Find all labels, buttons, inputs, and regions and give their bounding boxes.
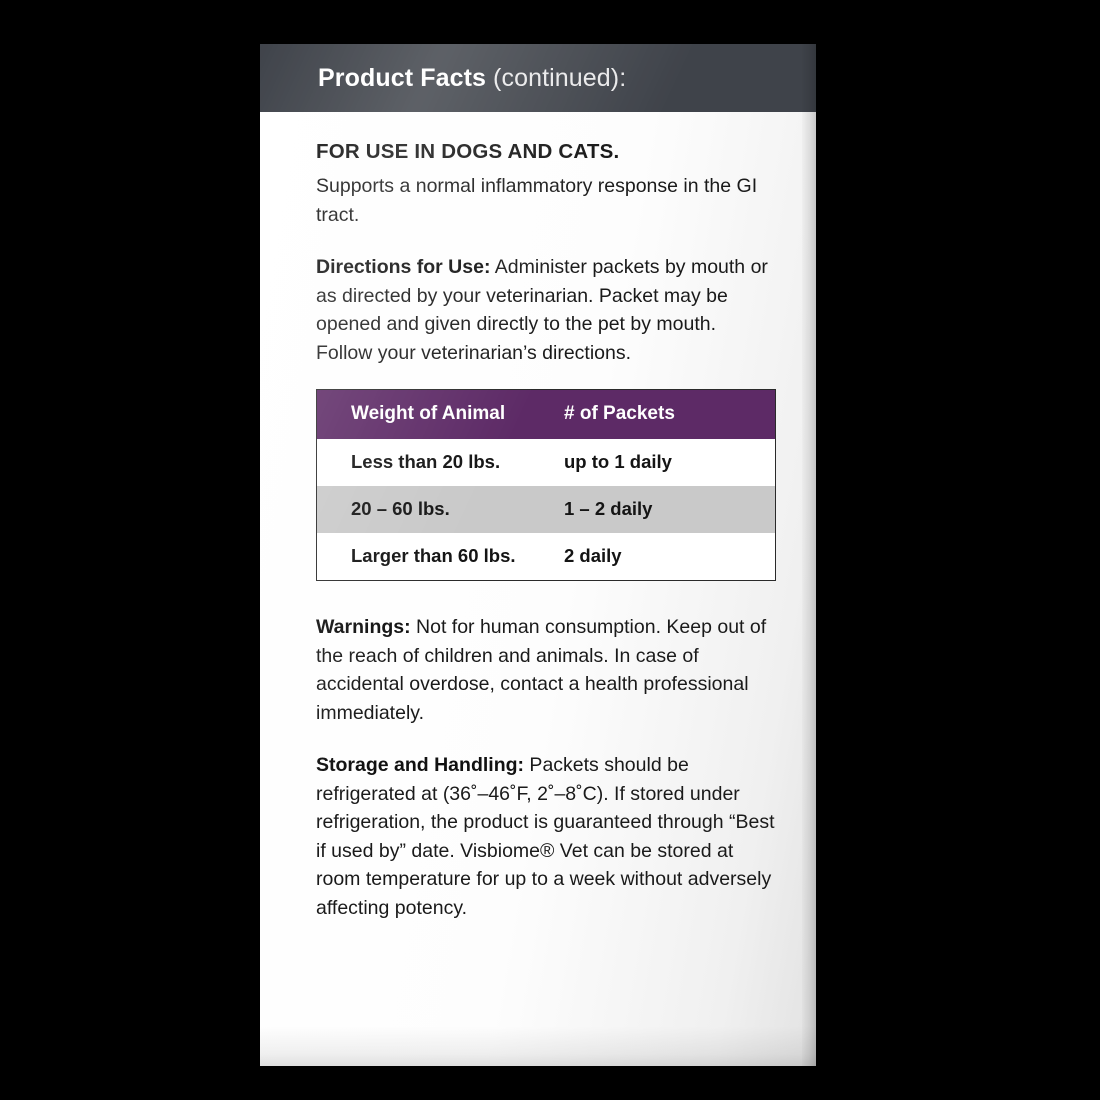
warnings-label: Warnings: <box>316 616 411 638</box>
storage-text: Packets should be refrigerated at (36˚–46˚F, 2˚–8˚C). If stored under refrigeration, the product is guaranteed through “Best if used by” date. Visbiome® Vet can be stored at room temperature for up to a week without adversely affecting potency. <box>316 754 775 919</box>
cell-packets: 2 daily <box>546 533 776 581</box>
table-row <box>317 533 776 581</box>
dosing-table <box>316 389 776 581</box>
cell-packets: up to 1 daily <box>546 439 776 486</box>
directions-label: Directions for Use: <box>316 256 491 278</box>
warnings-paragraph <box>316 613 776 727</box>
header-title-bold: Product Facts <box>318 63 486 92</box>
directions-text: Administer packets by mouth or as directed by your veterinarian. Packet may be opened and given directly to the pet by mouth. Follow your veterinarian’s directions. <box>316 256 768 364</box>
product-facts-content <box>316 140 776 946</box>
storage-paragraph <box>316 751 776 922</box>
table-row <box>317 439 776 486</box>
warnings-text: Not for human consumption. Keep out of the reach of children and animals. In case of accidental overdose, contact a health professional immediately. <box>316 616 767 724</box>
cell-weight: 20 – 60 lbs. <box>317 486 547 533</box>
dosing-table-head <box>317 390 776 440</box>
supports-paragraph: Supports a normal inflammatory response in the GI tract. <box>316 175 758 226</box>
cell-weight: Less than 20 lbs. <box>317 439 547 486</box>
table-header-row <box>317 390 776 440</box>
product-facts-header <box>260 44 816 112</box>
cell-packets: 1 – 2 daily <box>546 486 776 533</box>
header-title-light: (continued): <box>493 63 627 92</box>
header-title <box>318 64 626 93</box>
dosing-table-body <box>317 439 776 581</box>
for-use-heading: FOR USE IN DOGS AND CATS. <box>316 140 620 163</box>
carton-bottom-shadow <box>260 1026 816 1066</box>
column-header-packets: # of Packets <box>546 390 776 440</box>
cell-weight: Larger than 60 lbs. <box>317 533 547 581</box>
carton-right-edge <box>802 44 816 1066</box>
column-header-weight: Weight of Animal <box>317 390 547 440</box>
table-row <box>317 486 776 533</box>
directions-paragraph <box>316 253 776 367</box>
product-carton <box>260 44 816 1066</box>
storage-label: Storage and Handling: <box>316 754 525 776</box>
